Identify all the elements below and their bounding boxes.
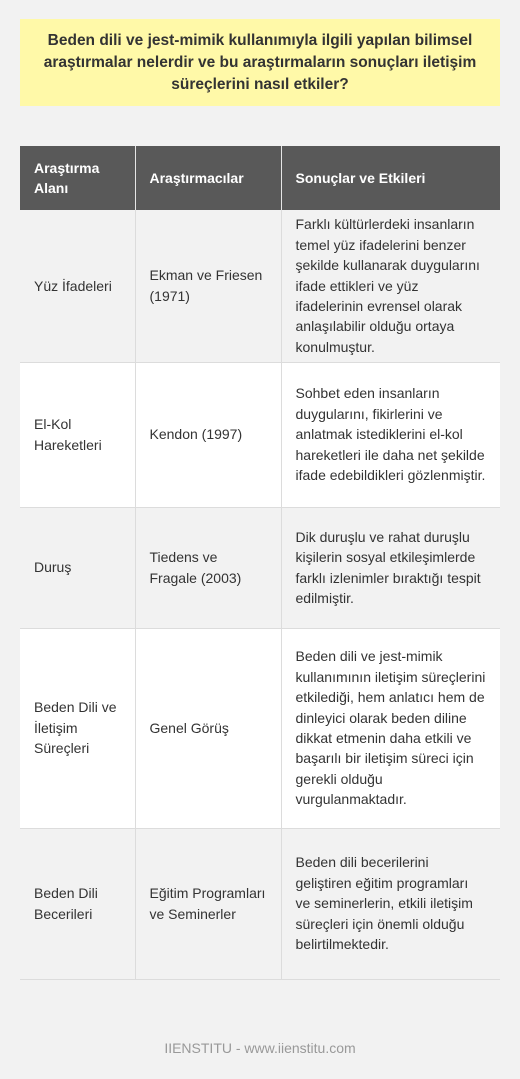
title-box	[20, 19, 500, 106]
cell-results: Dik duruşlu ve rahat duruşlu kişilerin sosyal etkileşimlerde farklı izlenimler bıraktığı tespit edilmiştir.	[281, 507, 500, 628]
header-researchers: Araştırmacılar	[135, 146, 281, 210]
footer-credit: IIENSTITU - www.iienstitu.com	[164, 1040, 356, 1056]
cell-researchers: Eğitim Programları ve Seminerler	[135, 828, 281, 979]
cell-results: Sohbet eden insanların duygularını, fikirlerini ve anlatmak istediklerini el-kol hareketleri ile daha net şekilde ifade edebildikleri gözlenmiştir.	[281, 362, 500, 507]
header-results: Sonuçlar ve Etkileri	[281, 146, 500, 210]
table-row	[20, 362, 500, 507]
table-row	[20, 628, 500, 828]
cell-area: El-Kol Hareketleri	[20, 362, 135, 507]
header-area: Araştırma Alanı	[20, 146, 135, 210]
cell-area: Beden Dili ve İletişim Süreçleri	[20, 628, 135, 828]
table-row	[20, 828, 500, 979]
cell-researchers: Tiedens ve Fragale (2003)	[135, 507, 281, 628]
table-row	[20, 507, 500, 628]
table-header-row	[20, 146, 500, 210]
cell-researchers: Ekman ve Friesen (1971)	[135, 210, 281, 362]
cell-area: Yüz İfadeleri	[20, 210, 135, 362]
cell-results: Beden dili ve jest-mimik kullanımının iletişim süreçlerini etkilediği, hem anlatıcı hem de dinleyici olarak beden diline dikkat etmenin daha etkili ve başarılı bir iletişim süreci için gerekli olduğu vurgulanmaktadır.	[281, 628, 500, 828]
cell-area: Duruş	[20, 507, 135, 628]
cell-results: Farklı kültürlerdeki insanların temel yüz ifadelerini benzer şekilde kullanarak duygularını ifade ettikleri ve yüz ifadelerinin evrensel olarak anlaşılabilir olduğu ortaya konulmuştur.	[281, 210, 500, 362]
cell-researchers: Kendon (1997)	[135, 362, 281, 507]
table-row	[20, 210, 500, 362]
page-title: Beden dili ve jest-mimik kullanımıyla ilgili yapılan bilimsel araştırmalar nelerdir ve bu araştırmaların sonuçları iletişim süreçlerini nasıl etkiler?	[43, 31, 477, 93]
cell-area: Beden Dili Becerileri	[20, 828, 135, 979]
research-table	[20, 146, 500, 980]
cell-researchers: Genel Görüş	[135, 628, 281, 828]
cell-results: Beden dili becerilerini geliştiren eğitim programları ve seminerlerin, etkili iletişim süreçleri için önemli olduğu belirtilmektedir.	[281, 828, 500, 979]
